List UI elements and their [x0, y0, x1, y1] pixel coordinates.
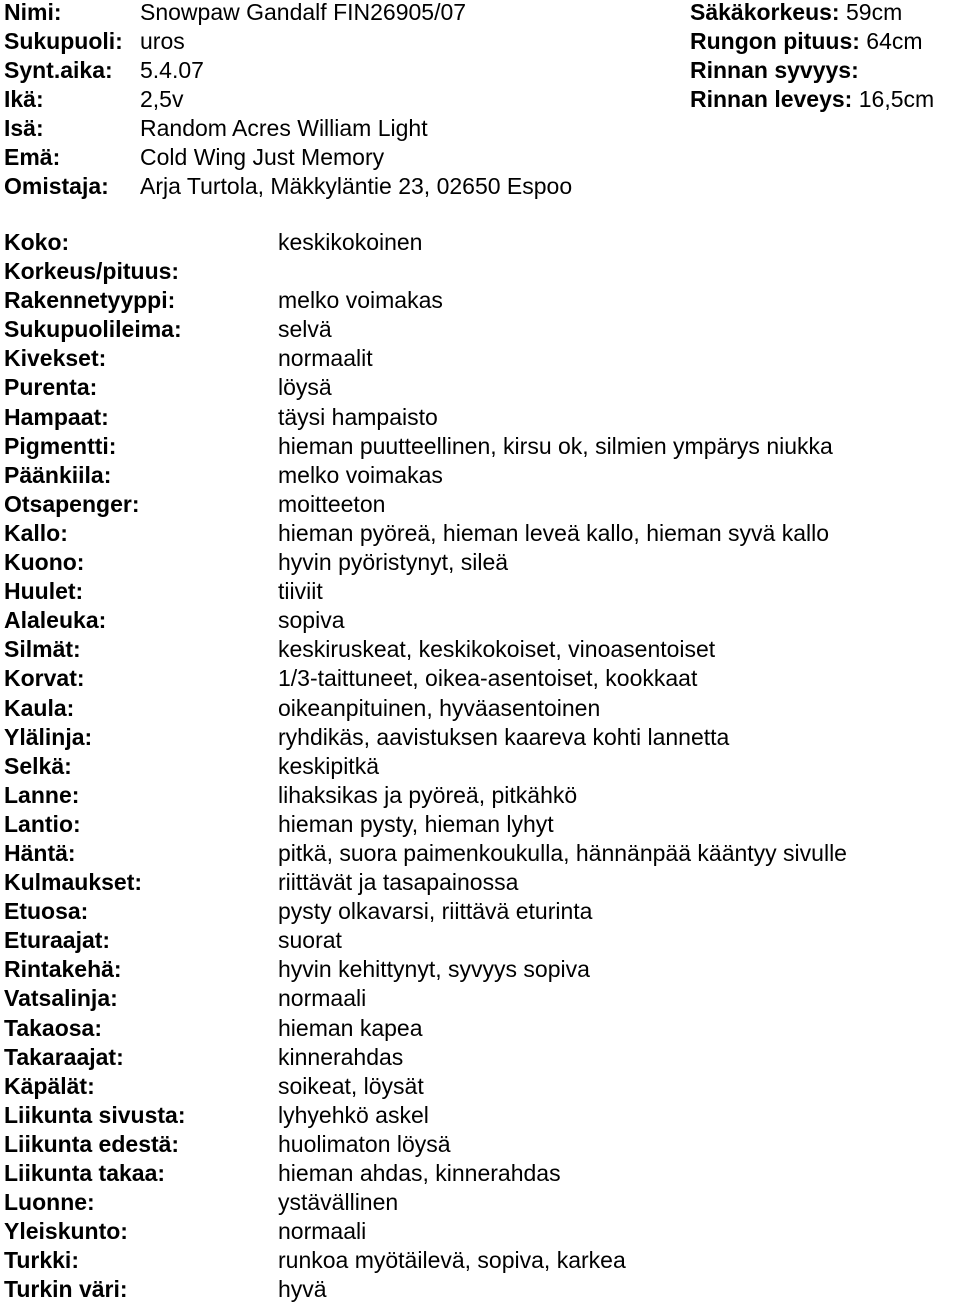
evaluation-label: Käpälät:: [4, 1072, 95, 1099]
info-value: Snowpaw Gandalf FIN26905/07: [140, 0, 467, 25]
evaluation-value: täysi hampaisto: [278, 403, 438, 430]
evaluation-value: normaalit: [278, 345, 373, 372]
evaluation-value: lyhyehkö askel: [278, 1101, 429, 1128]
evaluation-row: [4, 577, 958, 606]
evaluation-label: Otsapenger:: [4, 490, 140, 517]
evaluation-row: [4, 490, 958, 519]
info-label: Synt.aika:: [4, 57, 113, 83]
evaluation-document: [4, 0, 958, 1303]
evaluation-value: hieman puutteellinen, kirsu ok, silmien ympärys niukka: [278, 432, 833, 459]
evaluation-row: [4, 1014, 958, 1043]
info-value: Arja Turtola, Mäkkyläntie 23, 02650 Espoo: [140, 173, 573, 199]
evaluation-row: [4, 752, 958, 781]
evaluation-row: [4, 955, 958, 984]
evaluation-row: [4, 548, 958, 577]
evaluation-value: ystävällinen: [278, 1189, 399, 1216]
measurement-label: Säkäkorkeus:: [690, 0, 840, 25]
evaluation-label: Etuosa:: [4, 898, 89, 925]
evaluation-value: hieman pyöreä, hieman leveä kallo, hieman syvä kallo: [278, 519, 830, 546]
evaluation-label: Takaraajat:: [4, 1043, 124, 1070]
evaluation-value: normaali: [278, 985, 367, 1012]
evaluation-value: huolimaton löysä: [278, 1130, 451, 1157]
evaluation-row: [4, 1275, 958, 1304]
measurement-chest-width: [690, 85, 934, 114]
evaluation-row: [4, 1130, 958, 1159]
evaluation-row: [4, 694, 958, 723]
info-label: Emä:: [4, 144, 61, 170]
evaluation-value: selvä: [278, 316, 332, 343]
info-value: 5.4.07: [140, 57, 204, 83]
evaluation-value: hyvin kehittynyt, syvyys sopiva: [278, 956, 590, 983]
evaluation-value: hyvä: [278, 1276, 327, 1303]
info-value: 2,5v: [140, 86, 184, 112]
measurement-value: 59cm: [845, 0, 903, 25]
evaluation-row: [4, 635, 958, 664]
evaluation-row: [4, 926, 958, 955]
evaluation-label: Ylälinja:: [4, 723, 93, 750]
evaluation-value: keskipitkä: [278, 752, 379, 779]
evaluation-label: Luonne:: [4, 1189, 95, 1216]
evaluation-value: hyvin pyöristynyt, sileä: [278, 549, 509, 576]
evaluation-value: riittävät ja tasapainossa: [278, 869, 519, 896]
dog-info-header: [4, 0, 958, 200]
evaluation-value: hieman pysty, hieman lyhyt: [278, 810, 554, 837]
evaluation-label: Eturaajat:: [4, 927, 111, 954]
evaluation-row: [4, 315, 958, 344]
evaluation-value: keskikokoinen: [278, 229, 423, 255]
measurement-value: 16,5cm: [858, 86, 935, 112]
measurement-label: Rinnan syvyys:: [690, 57, 859, 83]
evaluation-label: Purenta:: [4, 374, 98, 401]
evaluation-row: [4, 344, 958, 373]
evaluation-value: melko voimakas: [278, 461, 443, 488]
evaluation-label: Pigmentti:: [4, 432, 117, 459]
measurement-label: Rungon pituus:: [690, 28, 860, 54]
info-label: Isä:: [4, 115, 44, 141]
evaluation-row: [4, 228, 958, 257]
evaluation-label: Korvat:: [4, 665, 85, 692]
evaluation-value: runkoa myötäilevä, sopiva, karkea: [278, 1247, 626, 1274]
measurement-body-length: [690, 27, 923, 56]
evaluation-label: Alaleuka:: [4, 607, 107, 634]
evaluation-value: hieman ahdas, kinnerahdas: [278, 1160, 561, 1186]
info-label: Omistaja:: [4, 173, 109, 199]
evaluation-row: [4, 1188, 958, 1217]
evaluation-row: [4, 1043, 958, 1072]
evaluation-label: Koko:: [4, 229, 70, 255]
evaluation-label: Kuono:: [4, 549, 85, 576]
measurement-withers-height: [690, 0, 902, 27]
info-row-birth-date: [4, 56, 958, 85]
evaluation-label: Sukupuolileima:: [4, 316, 182, 343]
evaluation-value: löysä: [278, 374, 332, 401]
evaluation-value: pysty olkavarsi, riittävä eturinta: [278, 898, 593, 925]
evaluation-value: pitkä, suora paimenkoukulla, hännänpää kääntyy sivulle: [278, 839, 847, 866]
evaluation-label: Kaula:: [4, 694, 75, 721]
evaluation-label: Kivekset:: [4, 345, 107, 372]
evaluation-label: Rintakehä:: [4, 956, 122, 983]
evaluation-row: [4, 1101, 958, 1130]
info-label: Sukupuoli:: [4, 28, 123, 54]
evaluation-row: [4, 1159, 958, 1188]
evaluation-row: [4, 257, 958, 286]
evaluation-label: Kallo:: [4, 519, 68, 546]
evaluation-label: Rakennetyyppi:: [4, 287, 176, 314]
info-row-dam: [4, 143, 958, 172]
evaluation-label: Huulet:: [4, 578, 84, 605]
evaluation-label: Liikunta takaa:: [4, 1160, 166, 1186]
evaluation-value: keskiruskeat, keskikokoiset, vinoasentoiset: [278, 636, 716, 663]
evaluation-row: [4, 432, 958, 461]
evaluation-label: Hampaat:: [4, 403, 109, 430]
evaluation-list: [4, 228, 958, 1304]
evaluation-value: hieman kapea: [278, 1014, 423, 1041]
info-value: uros: [140, 28, 185, 54]
info-row-age: [4, 85, 958, 114]
measurement-label: Rinnan leveys:: [690, 86, 853, 112]
evaluation-label: Lanne:: [4, 781, 80, 808]
evaluation-label: Päänkiila:: [4, 461, 112, 488]
evaluation-value: kinnerahdas: [278, 1043, 404, 1070]
evaluation-row: [4, 1246, 958, 1275]
evaluation-label: Korkeus/pituus:: [4, 258, 180, 285]
evaluation-label: Vatsalinja:: [4, 985, 118, 1012]
evaluation-label: Häntä:: [4, 839, 76, 866]
evaluation-label: Turkin väri:: [4, 1276, 128, 1303]
evaluation-value: tiiviit: [278, 578, 323, 605]
info-row-sex: [4, 27, 958, 56]
evaluation-value: normaali: [278, 1218, 367, 1245]
evaluation-value: 1/3-taittuneet, oikea-asentoiset, kookkaat: [278, 665, 698, 692]
evaluation-row: [4, 868, 958, 897]
evaluation-row: [4, 286, 958, 315]
measurement-value: 64cm: [866, 28, 923, 54]
evaluation-label: Silmät:: [4, 636, 81, 663]
evaluation-label: Yleiskunto:: [4, 1218, 128, 1245]
evaluation-row: [4, 606, 958, 635]
evaluation-row: [4, 839, 958, 868]
evaluation-value: suorat: [278, 927, 342, 954]
info-row-name: [4, 0, 958, 27]
info-row-owner: [4, 172, 958, 201]
evaluation-row: [4, 403, 958, 432]
evaluation-row: [4, 373, 958, 402]
evaluation-label: Kulmaukset:: [4, 869, 143, 896]
info-value: Random Acres William Light: [140, 115, 428, 141]
evaluation-row: [4, 461, 958, 490]
evaluation-row: [4, 810, 958, 839]
evaluation-row: [4, 519, 958, 548]
info-label: Nimi:: [4, 0, 62, 25]
evaluation-value: lihaksikas ja pyöreä, pitkähkö: [278, 781, 578, 808]
evaluation-row: [4, 984, 958, 1013]
evaluation-value: melko voimakas: [278, 287, 443, 314]
evaluation-value: oikeanpituinen, hyväasentoinen: [278, 694, 601, 721]
evaluation-value: soikeat, löysät: [278, 1072, 424, 1099]
measurement-chest-depth: [690, 56, 859, 85]
evaluation-row: [4, 1072, 958, 1101]
evaluation-label: Liikunta edestä:: [4, 1130, 180, 1157]
evaluation-row: [4, 723, 958, 752]
evaluation-label: Liikunta sivusta:: [4, 1101, 186, 1128]
evaluation-row: [4, 1217, 958, 1246]
evaluation-value: sopiva: [278, 607, 345, 634]
info-value: Cold Wing Just Memory: [140, 144, 385, 170]
evaluation-row: [4, 897, 958, 926]
evaluation-label: Takaosa:: [4, 1014, 103, 1041]
info-row-sire: [4, 114, 958, 143]
evaluation-value: ryhdikäs, aavistuksen kaareva kohti lannetta: [278, 723, 730, 750]
evaluation-label: Lantio:: [4, 810, 81, 837]
evaluation-row: [4, 781, 958, 810]
evaluation-label: Turkki:: [4, 1247, 79, 1274]
evaluation-label: Selkä:: [4, 752, 72, 779]
info-label: Ikä:: [4, 86, 44, 112]
evaluation-row: [4, 664, 958, 693]
evaluation-value: moitteeton: [278, 490, 386, 517]
